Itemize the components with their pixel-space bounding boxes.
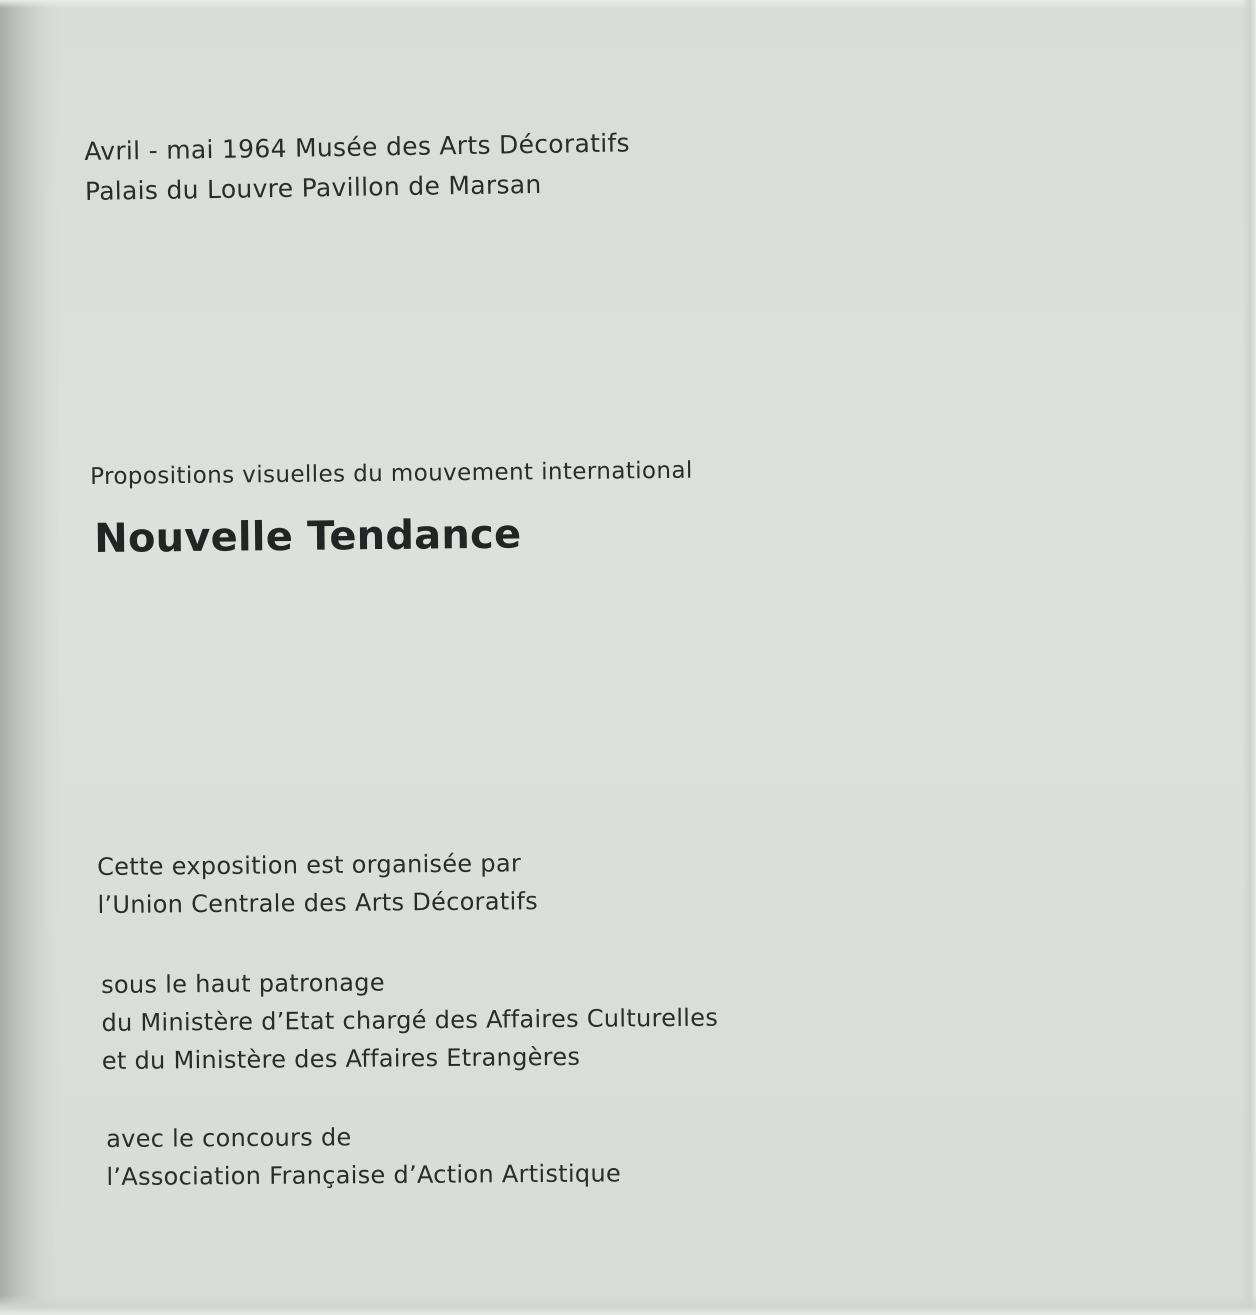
patronage-line-3: et du Ministère des Affaires Etrangères — [101, 1042, 581, 1075]
binding-shadow — [0, 0, 60, 1315]
header-date-venue: Avril - mai 1964 Musée des Arts Décoratifs — [84, 128, 631, 166]
paper-right-edge — [1242, 0, 1256, 1315]
patronage-line-2: du Ministère d’Etat chargé des Affaires Culturelles — [101, 1003, 719, 1037]
paper-bottom-edge — [0, 1295, 1256, 1315]
header-location: Palais du Louvre Pavillon de Marsan — [84, 169, 542, 206]
organizer-line-1: Cette exposition est organisée par — [97, 849, 522, 881]
concours-statement — [106, 1116, 621, 1196]
exhibition-header — [84, 123, 631, 212]
exhibition-title: Nouvelle Tendance — [94, 511, 522, 562]
patronage-statement — [101, 961, 719, 1080]
organizer-statement — [97, 844, 538, 924]
organizer-line-2: l’Union Centrale des Arts Décoratifs — [97, 887, 539, 919]
concours-line-2: l’Association Française d’Action Artistique — [106, 1159, 622, 1191]
patronage-line-1: sous le haut patronage — [101, 968, 385, 999]
concours-line-1: avec le concours de — [106, 1123, 352, 1153]
paper-top-edge — [0, 0, 1256, 8]
exhibition-subtitle: Propositions visuelles du mouvement international — [90, 457, 693, 490]
